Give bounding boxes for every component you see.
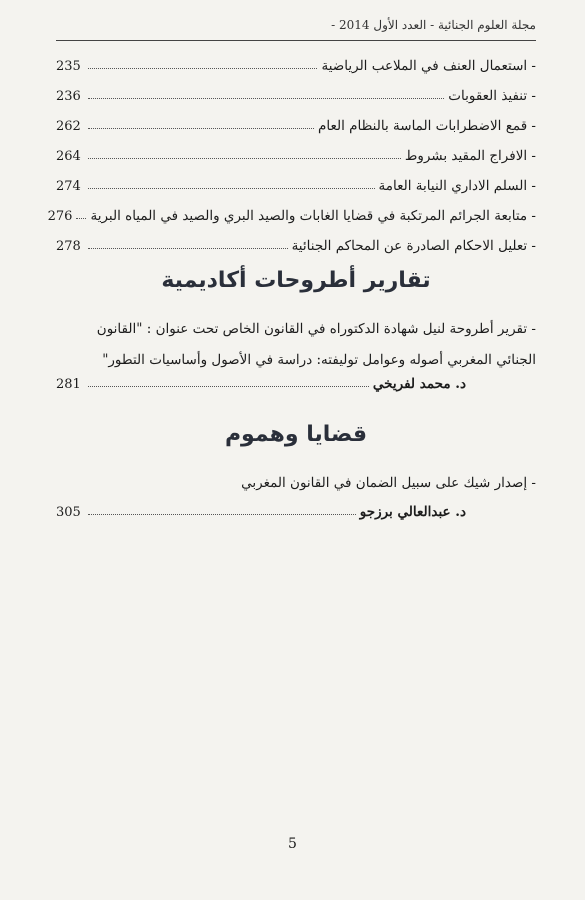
author-name: د. عبدالعالي برزجو bbox=[359, 504, 466, 520]
toc-entry-page: 276 bbox=[47, 209, 73, 224]
toc-entry[interactable] bbox=[56, 52, 536, 74]
header-rule bbox=[56, 40, 536, 41]
toc-entry-page: 281 bbox=[56, 377, 81, 392]
toc-entry[interactable] bbox=[56, 82, 536, 104]
toc-entry-title: - قمع الاضطرابات الماسة بالنظام العام bbox=[317, 118, 536, 134]
dot-leader bbox=[88, 158, 401, 159]
page-number: 5 bbox=[288, 836, 297, 852]
toc-author-entry[interactable] bbox=[56, 370, 536, 392]
dot-leader bbox=[88, 248, 288, 249]
toc-entry[interactable] bbox=[56, 142, 536, 164]
dot-leader bbox=[88, 188, 375, 189]
section-heading-academic-theses: تقارير أطروحات أكاديمية bbox=[161, 268, 431, 293]
toc-entry-page: 235 bbox=[56, 59, 81, 74]
toc-entry-text[interactable]: - تقرير أطروحة لنيل شهادة الدكتوراه في القانون الخاص تحت عنوان : "القانون الجنائي المغربي أصوله وعوامل توليفته: دراسة في الأصول وأساسيات التطور" bbox=[96, 321, 536, 368]
toc-entry-title: - تنفيذ العقوبات bbox=[448, 88, 536, 104]
toc-entry-title: - الافراج المقيد بشروط bbox=[404, 148, 536, 164]
dot-leader bbox=[88, 68, 317, 69]
toc-entry-page: 236 bbox=[56, 89, 81, 104]
toc-entry-page: 305 bbox=[56, 505, 81, 520]
toc-entry-title: - السلم الاداري النيابة العامة bbox=[378, 178, 536, 194]
running-header: مجلة العلوم الجنائية - العدد الأول 2014 - bbox=[331, 18, 536, 32]
toc-entry[interactable] bbox=[56, 172, 536, 194]
toc-entry-title: - تعليل الاحكام الصادرة عن المحاكم الجنائية bbox=[291, 238, 536, 254]
toc-entry[interactable] bbox=[56, 112, 536, 134]
toc-entry-page: 264 bbox=[56, 149, 81, 164]
toc-entry-page: 274 bbox=[56, 179, 81, 194]
dot-leader bbox=[88, 128, 314, 129]
toc-entry[interactable] bbox=[56, 232, 536, 254]
toc-entry-page: 278 bbox=[56, 239, 81, 254]
section-heading-issues: قضايا وهموم bbox=[224, 422, 368, 447]
toc-author-entry[interactable] bbox=[56, 498, 536, 520]
toc-entry-text[interactable]: - إصدار شيك على سبيل الضمان في القانون المغربي bbox=[241, 475, 536, 491]
toc-entry-page: 262 bbox=[56, 119, 81, 134]
dot-leader bbox=[76, 218, 86, 219]
toc-entry-title: - متابعة الجرائم المرتكبة في قضايا الغابات والصيد البري والصيد في المياه البرية bbox=[90, 208, 536, 224]
dot-leader bbox=[88, 386, 369, 387]
toc-entry-title: - استعمال العنف في الملاعب الرياضية bbox=[321, 58, 536, 74]
author-name: د. محمد لفريخي bbox=[372, 376, 466, 392]
dot-leader bbox=[88, 98, 444, 99]
dot-leader bbox=[88, 514, 356, 515]
toc-entry[interactable] bbox=[47, 202, 536, 224]
